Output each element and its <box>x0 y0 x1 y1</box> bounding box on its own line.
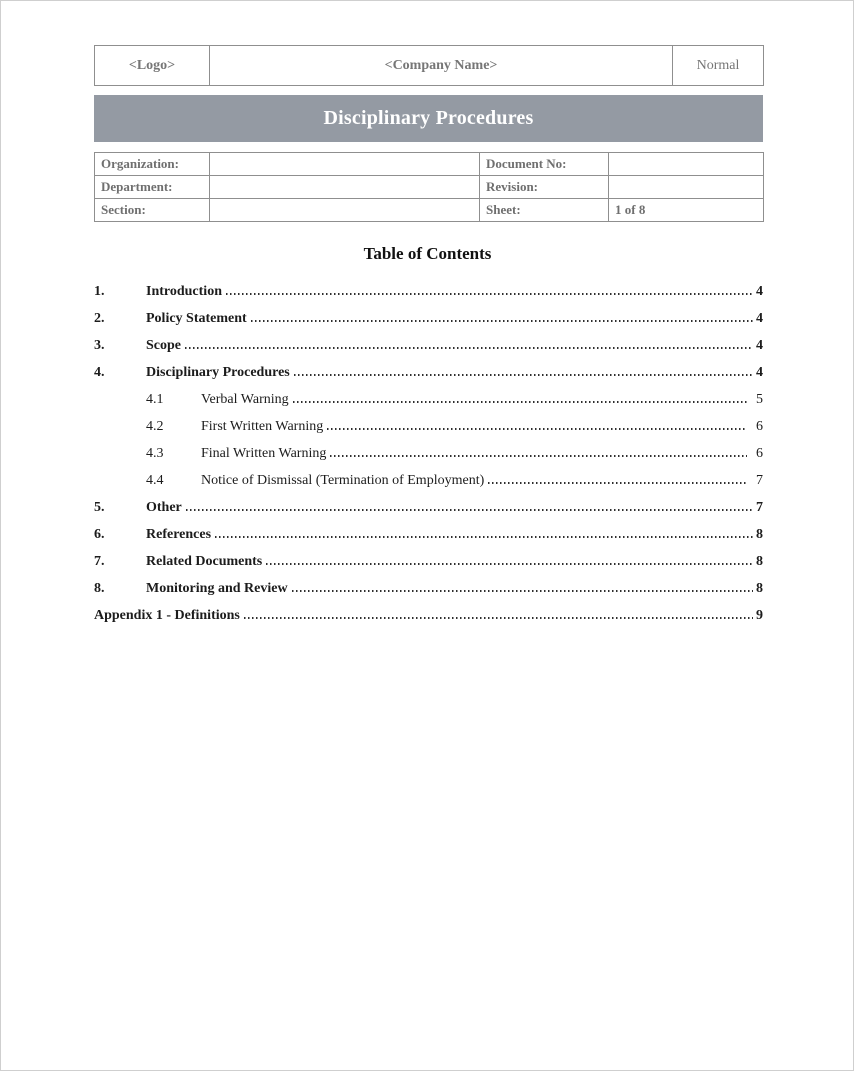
toc-dot-leader <box>293 401 747 403</box>
meta-row <box>95 153 764 176</box>
toc-entry-label: Notice of Dismissal (Termination of Employment) <box>201 473 485 488</box>
toc-entry[interactable] <box>94 386 763 413</box>
toc-entry-number: 4. <box>94 365 105 380</box>
toc-entry-page: 7 <box>756 500 763 515</box>
toc-dot-leader <box>294 374 753 376</box>
toc-entry-page: 6 <box>756 446 763 461</box>
toc-dot-leader <box>226 293 753 295</box>
toc-entry-label: Monitoring and Review <box>146 581 288 596</box>
toc-entry[interactable] <box>94 440 763 467</box>
toc-entry[interactable] <box>94 278 763 305</box>
toc-entry-number: 7. <box>94 554 105 569</box>
toc-entry[interactable] <box>94 467 763 494</box>
toc-entry[interactable] <box>94 494 763 521</box>
toc-entry-page: 8 <box>756 554 763 569</box>
toc-dot-leader <box>266 563 753 565</box>
toc-entry[interactable] <box>94 359 763 386</box>
toc-entry[interactable] <box>94 575 763 602</box>
toc-entry-label: Verbal Warning <box>201 392 289 407</box>
toc-entry-number: 8. <box>94 581 105 596</box>
toc-entry-label: Policy Statement <box>146 311 247 326</box>
toc-dot-leader <box>488 482 747 484</box>
meta-label: Organization: <box>95 153 210 176</box>
toc-entry[interactable] <box>94 413 763 440</box>
document-info-table <box>94 152 764 222</box>
toc-entry[interactable] <box>94 305 763 332</box>
meta-label: Department: <box>95 176 210 199</box>
meta-value-field[interactable] <box>210 153 480 176</box>
toc-entry-page: 4 <box>756 311 763 326</box>
toc-entry-label: References <box>146 527 212 542</box>
toc-entry-page: 7 <box>756 473 763 488</box>
toc-entry-number: 1. <box>94 284 105 299</box>
toc-entry-page: 4 <box>756 365 763 380</box>
toc-entry[interactable] <box>94 602 763 629</box>
toc-entry-label: Final Written Warning <box>201 446 327 461</box>
toc-dot-leader <box>251 320 753 322</box>
toc-entry-page: 6 <box>756 419 763 434</box>
toc-entry-page: 9 <box>756 608 763 623</box>
toc-entry[interactable] <box>94 332 763 359</box>
meta-label: Document No: <box>480 153 609 176</box>
meta-value-field[interactable] <box>210 199 480 222</box>
toc-dot-leader <box>244 617 753 619</box>
toc-dot-leader <box>186 509 753 511</box>
meta-value-field[interactable] <box>210 176 480 199</box>
toc-dot-leader <box>185 347 753 349</box>
document-title-bar <box>94 95 763 142</box>
header-row <box>95 46 764 86</box>
toc-entry-number: 4.4 <box>146 473 164 488</box>
meta-label: Sheet: <box>480 199 609 222</box>
toc-entry-label: Appendix 1 - Definitions <box>94 608 240 623</box>
toc-entry-page: 8 <box>756 527 763 542</box>
meta-label: Section: <box>95 199 210 222</box>
toc-dot-leader <box>330 455 747 457</box>
meta-value-field[interactable]: 1 of 8 <box>609 199 764 222</box>
toc-entry[interactable] <box>94 521 763 548</box>
toc-entry-number: 3. <box>94 338 105 353</box>
toc-title: Table of Contents <box>363 244 492 263</box>
toc-entry-label: Scope <box>146 338 181 353</box>
toc-entry-page: 4 <box>756 284 763 299</box>
toc-dot-leader <box>215 536 753 538</box>
toc-entry[interactable] <box>94 548 763 575</box>
meta-value-field[interactable] <box>609 153 764 176</box>
toc-entry-number: 4.1 <box>146 392 164 407</box>
toc-entry-number: 4.3 <box>146 446 164 461</box>
toc-entry-number: 4.2 <box>146 419 164 434</box>
document-status: Normal <box>673 46 764 86</box>
toc-entry-page: 8 <box>756 581 763 596</box>
company-name-placeholder[interactable]: <Company Name> <box>210 46 673 86</box>
toc-entry-label: Disciplinary Procedures <box>146 365 290 380</box>
toc-entry-page: 5 <box>756 392 763 407</box>
meta-label: Revision: <box>480 176 609 199</box>
meta-row <box>95 199 764 222</box>
toc-entry-label: First Written Warning <box>201 419 324 434</box>
logo-placeholder[interactable]: <Logo> <box>95 46 210 86</box>
toc-entry-label: Related Documents <box>146 554 263 569</box>
toc-entry-label: Other <box>146 500 182 515</box>
toc-entry-number: 6. <box>94 527 105 542</box>
toc-dot-leader <box>327 428 747 430</box>
document-title: Disciplinary Procedures <box>323 107 534 129</box>
toc-entry-number: 5. <box>94 500 105 515</box>
toc-list <box>94 278 763 629</box>
toc-entry-number: 2. <box>94 311 105 326</box>
toc-entry-page: 4 <box>756 338 763 353</box>
header-table <box>94 45 764 86</box>
meta-value-field[interactable] <box>609 176 764 199</box>
toc-entry-label: Introduction <box>146 284 222 299</box>
toc-dot-leader <box>292 590 753 592</box>
meta-row <box>95 176 764 199</box>
